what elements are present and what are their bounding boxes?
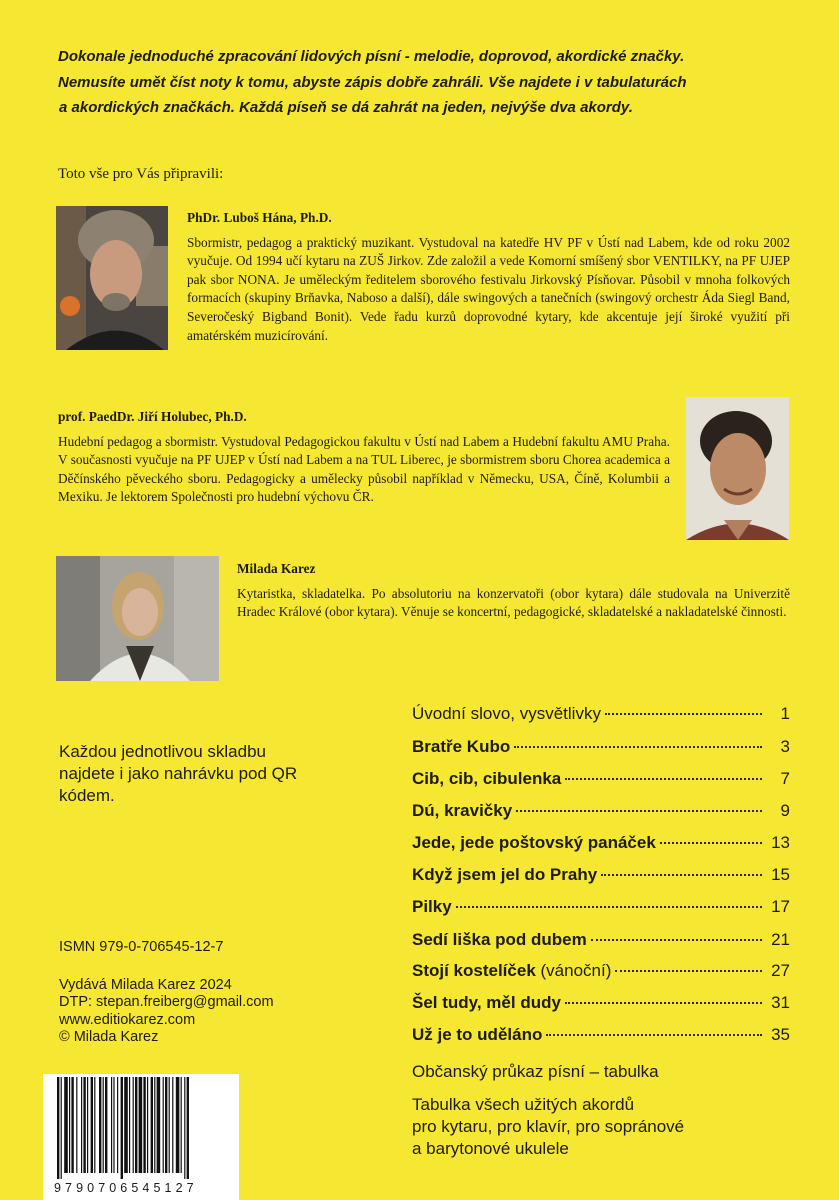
toc-entry-title: [412, 801, 512, 821]
toc-dot-leader: [660, 842, 762, 844]
barcode-bar: [76, 1077, 77, 1173]
barcode-bar: [94, 1077, 95, 1173]
toc-entry: [412, 897, 790, 919]
barcode-bar: [165, 1077, 167, 1173]
toc-entry-page: 15: [771, 865, 790, 884]
toc-entry-title-text: Jede, jede poštovský panáček: [412, 833, 656, 852]
toc-entry-page: 17: [771, 897, 790, 916]
toc-entry-title: [412, 930, 587, 950]
barcode-bar: [172, 1077, 173, 1173]
chord-table-line: pro kytaru, pro klavír, pro sopránové: [412, 1117, 685, 1136]
ismn-number: ISMN 979-0-706545-12-7: [59, 939, 224, 955]
barcode-bar: [157, 1077, 161, 1173]
toc-entry-title-suffix: (vánoční): [535, 961, 612, 980]
toc-dot-leader: [546, 1034, 762, 1036]
toc-entry-title-text: Když jsem jel do Prahy: [412, 865, 598, 884]
toc-entry-title-text: Pilky: [412, 897, 452, 916]
author-photo-holubec: [686, 397, 789, 540]
toc-entry: [412, 961, 790, 983]
toc-entry-title-text: Cib, cib, cibulenka: [412, 769, 562, 788]
appendix-item-song-table: Občanský průkaz písní – tabulka: [412, 1062, 659, 1081]
barcode-bar: [105, 1077, 107, 1173]
barcode-bar: [181, 1077, 182, 1173]
toc-entry-title: [412, 897, 452, 917]
toc-entry-title: [412, 1025, 542, 1045]
toc-entry-page: 3: [780, 737, 790, 756]
barcode-bar: [83, 1077, 85, 1173]
barcode-bar: [176, 1077, 180, 1173]
barcode-bar: [103, 1077, 104, 1173]
barcode-bar: [117, 1077, 118, 1173]
toc-entry: [412, 833, 790, 855]
author-bio-holubec: [58, 408, 670, 507]
toc-entry-title: [412, 993, 561, 1013]
toc-entry: [412, 737, 790, 759]
toc-dot-leader: [514, 746, 762, 748]
publisher-website: www.editiokarez.com: [59, 1011, 196, 1028]
intro-paragraph: [58, 44, 788, 121]
toc-dot-leader: [605, 713, 762, 715]
barcode-bar: [143, 1077, 145, 1173]
author-name-karez: Milada Karez: [237, 561, 316, 576]
barcode-bar: [113, 1077, 114, 1173]
barcode-bar: [71, 1077, 73, 1173]
toc-dot-leader: [615, 970, 762, 972]
qr-note: Každou jednotlivou skladbu najdete i jako nahrávku pod QR kódem.: [59, 742, 298, 805]
toc-entry: [412, 801, 790, 823]
toc-entry-title: [412, 865, 597, 885]
toc-entry-title-text: Sedí liška pod dubem: [412, 930, 587, 949]
barcode-bar: [69, 1077, 70, 1173]
toc-dot-leader: [565, 1002, 762, 1004]
toc-entry-page: 31: [771, 993, 790, 1012]
intro-line-1: Dokonale jednoduché zpracování lidových písní - melodie, doprovod, akordické značky.: [58, 48, 685, 65]
barcode-bar: [124, 1077, 128, 1173]
dtp-email: DTP: stepan.freiberg@gmail.com: [59, 994, 274, 1010]
author-photo-karez: [56, 556, 219, 681]
prepared-by-heading: Toto vše pro Vás připravili:: [58, 166, 224, 182]
barcode-bar: [111, 1077, 112, 1173]
author-photo-hana: [56, 206, 168, 350]
barcode-bar: [163, 1077, 164, 1173]
toc-entry-page: 35: [771, 1025, 790, 1044]
toc-entry-page: 7: [780, 769, 790, 788]
author-bio-karez: [237, 560, 790, 622]
barcode-bar: [61, 1077, 62, 1179]
chord-table-line: a barytonové ukulele: [412, 1139, 569, 1158]
toc-entry: [412, 993, 790, 1015]
chord-table-line: Tabulka všech užitých akordů: [412, 1095, 635, 1114]
barcode-bar: [184, 1077, 185, 1179]
barcode-bar: [139, 1077, 143, 1173]
barcode-bar: [133, 1077, 134, 1173]
copyright-line: © Milada Karez: [59, 1029, 159, 1045]
intro-line-2: Nemusíte umět číst noty k tomu, abyste zápis dobře zahráli. Vše najdete i v tabulaturách: [58, 73, 687, 91]
toc-entry-title: [412, 737, 510, 757]
barcode-bar: [147, 1077, 148, 1173]
toc-entry: [412, 769, 790, 791]
toc-entry-page: 27: [771, 961, 790, 980]
author-name-holubec: prof. PaedDr. Jiří Holubec, Ph.D.: [58, 409, 247, 424]
toc-entry-page: 21: [771, 930, 790, 949]
appendix-item-chord-table: [412, 1094, 792, 1160]
publisher-line: Vydává Milada Karez 2024: [59, 976, 232, 993]
author-name-hana: PhDr. Luboš Hána, Ph.D.: [187, 210, 332, 225]
toc-dot-leader: [601, 874, 762, 876]
barcode-bar: [99, 1077, 101, 1173]
toc-entry-title: [412, 961, 611, 981]
barcode-bar: [129, 1077, 130, 1173]
toc-entry: [412, 930, 790, 952]
toc-entry: [412, 704, 790, 726]
toc-dot-leader: [565, 778, 762, 780]
barcode-bar: [91, 1077, 93, 1173]
toc-entry-title: [412, 704, 601, 724]
author-text-holubec: Hudební pedagog a sbormistr. Vystudoval Pedagogickou fakultu v Ústí nad Labem a Hudební fakultu AMU Praha. V současnosti vyučuje na PF UJEP v Ústí nad Labem a na TUL Liberec, je sbormistrem sboru Chorea academica a Děčínského pěveckého sboru. Pedagogicky a umělecky působil například v Německu, USA, Číně, Kolumbii a Mexiku. Je lektorem Společnosti pro hudební výchovu ČR.: [58, 433, 670, 505]
toc-entry-page: 13: [771, 833, 790, 852]
toc-entry-title-text: Dú, kravičky: [412, 801, 513, 820]
toc-entry-page: 1: [780, 704, 790, 723]
author-text-karez: Kytaristka, skladatelka. Po absolutoriu na konzervatoři (obor kytara) dále studovala na Univerzitě Hradec Králové (obor kytara). Věnuje se koncertní, pedagogické, skladatelské a nakladatelské činnosti.: [237, 585, 790, 620]
toc-dot-leader: [456, 906, 762, 908]
toc-entry-title: [412, 769, 561, 789]
barcode-number: 9790706545127: [54, 1181, 198, 1195]
author-text-hana: Sbormistr, pedagog a praktický muzikant. Vystudoval na katedře HV PF v Ústí nad Labem, kde od roku 2002 vyučuje. Od 1994 učí kytaru na ZUŠ Jirkov. Zde založil a vede Komorní smíšený sbor VENTILKY, na PF UJEP pak sbor NONA. Je uměleckým ředitelem sborového festivalu Jirkovský Písňovar. Působil v mnoha folkových formacích (skupiny Brňavka, Naboso a další), dále swingových a tanečních (swingový orchestr Áda Siegl Band, Severočeský Bigband Bonit). Vede řadu kurzů doprovodné kytary, kde akcentuje její široké využití při amatérském muzicírování.: [187, 234, 790, 343]
toc-entry-title-text: Úvodní slovo, vysvětlivky: [412, 704, 601, 723]
toc-dot-leader: [591, 939, 762, 941]
author-bio-hana: [187, 209, 790, 345]
barcode-bar: [135, 1077, 137, 1173]
barcode-icon: [55, 1077, 231, 1179]
barcode-bar: [64, 1077, 68, 1173]
toc-entry-page: 9: [780, 801, 790, 820]
toc-entry-title-text: Šel tudy, měl dudy: [412, 993, 561, 1012]
toc-entry-title: [412, 833, 656, 853]
barcode-bar: [169, 1077, 170, 1173]
barcode-bar: [151, 1077, 153, 1173]
barcode-bar: [121, 1077, 123, 1179]
barcode-bar: [57, 1077, 59, 1179]
appendix-list: [412, 1061, 792, 1160]
toc-dot-leader: [516, 810, 762, 812]
barcode-bar: [87, 1077, 88, 1173]
publisher-info: [59, 939, 359, 1047]
barcode-bar: [154, 1077, 155, 1173]
toc-entry-title-text: Bratře Kubo: [412, 737, 511, 756]
intro-line-3: a akordických značkách. Každá píseň se dá zahrát na jeden, nejvýše dva akordy.: [59, 99, 633, 116]
barcode-bar: [187, 1077, 189, 1179]
toc-entry: [412, 865, 790, 887]
barcode-bar: [81, 1077, 82, 1173]
toc-entry-title-text: Už je to uděláno: [412, 1025, 543, 1044]
toc-entry: [412, 1025, 790, 1047]
toc-entry-title-text: Stojí kostelíček: [412, 961, 536, 980]
